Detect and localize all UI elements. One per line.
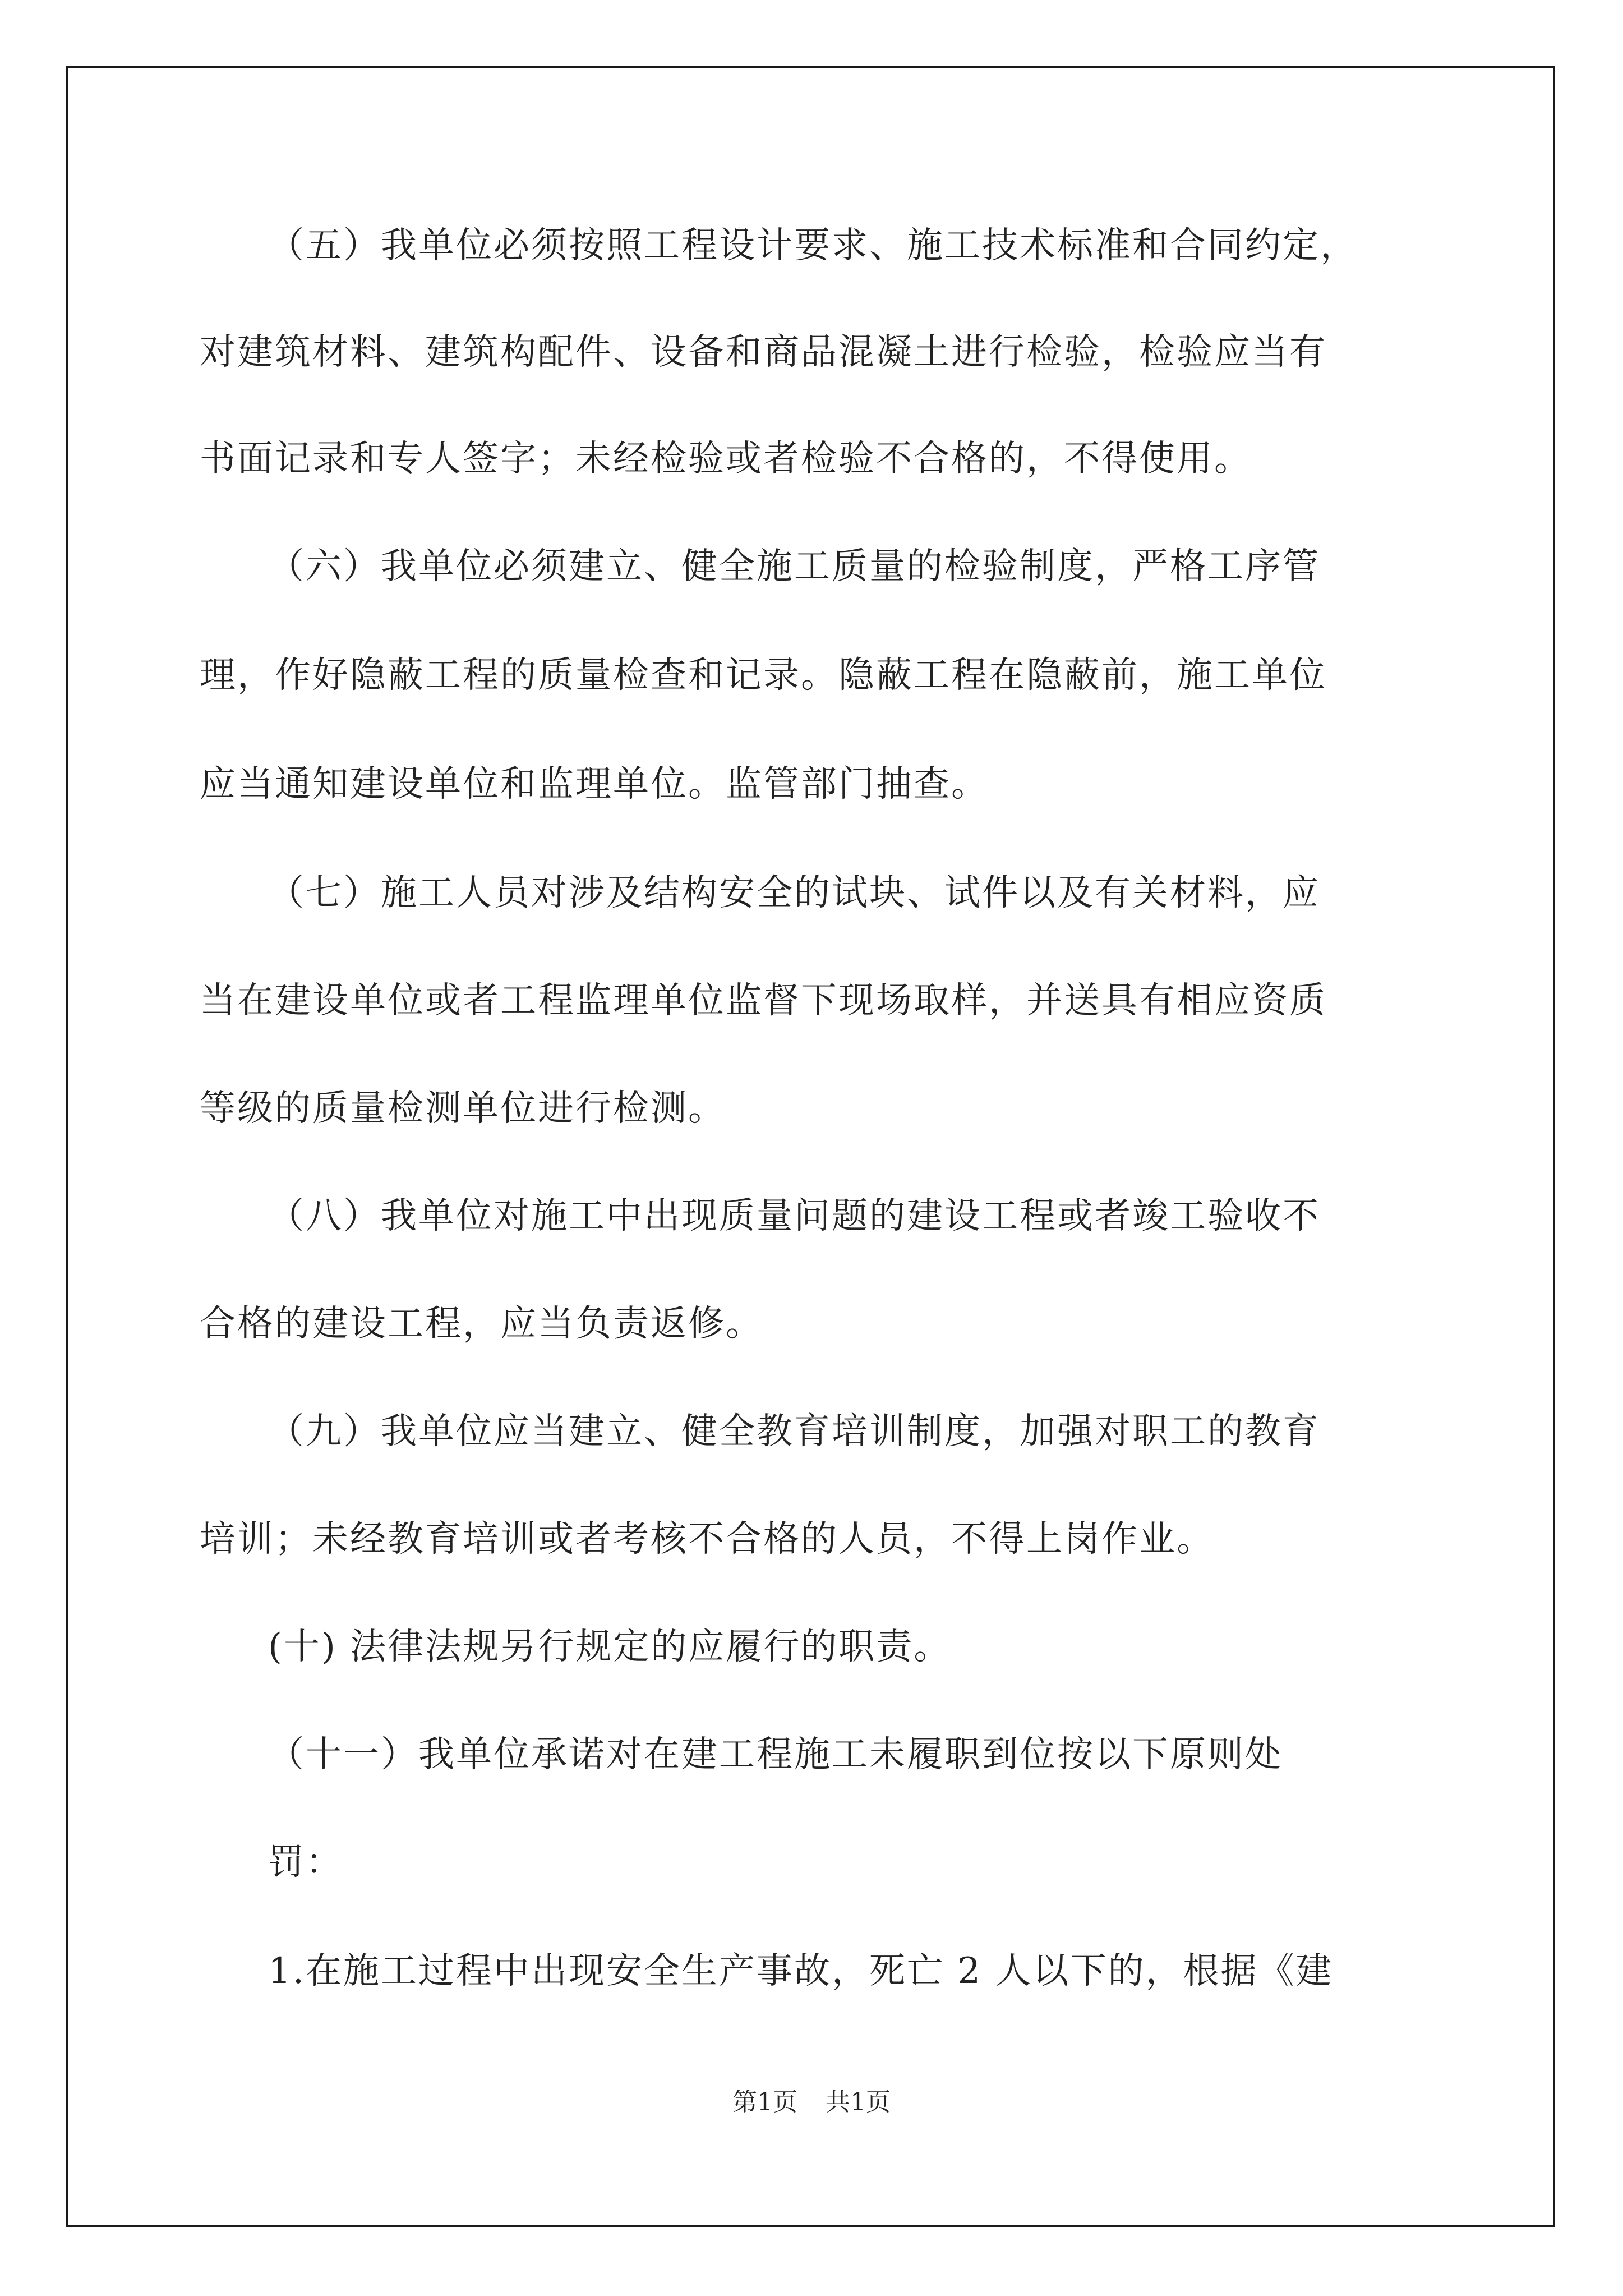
paragraph-line: 培训；未经教育培训或者考核不合格的人员，不得上岗作业。 [200, 1519, 1214, 1560]
paragraph-line: 书面记录和专人签字；未经检验或者检验不合格的，不得使用。 [200, 438, 1252, 480]
page-border [66, 66, 1555, 2227]
paragraph-line: 应当通知建设单位和监理单位。监管部门抽查。 [200, 763, 989, 805]
page-number: 第1页 [732, 2088, 797, 2116]
paragraph-line: （十一）我单位承诺对在建工程施工未履职到位按以下原则处 [268, 1734, 1283, 1775]
paragraph-line: （八）我单位对施工中出现质量问题的建设工程或者竣工验收不 [268, 1195, 1320, 1237]
paragraph-line: 理，作好隐蔽工程的质量检查和记录。隐蔽工程在隐蔽前，施工单位 [200, 655, 1327, 696]
page-total: 共1页 [826, 2088, 891, 2116]
paragraph-line: 1.在施工过程中出现安全生产事故，死亡 2 人以下的，根据《建 [268, 1950, 1334, 1992]
paragraph-line: （六）我单位必须建立、健全施工质量的检验制度，严格工序管 [268, 546, 1320, 587]
paragraph-line: 合格的建设工程，应当负责返修。 [200, 1303, 763, 1345]
paragraph-line: （五）我单位必须按照工程设计要求、施工技术标准和合同约定， [268, 225, 1358, 266]
paragraph-line: 对建筑材料、建筑构配件、设备和商品混凝土进行检验，检验应当有 [200, 332, 1327, 373]
paragraph-line: (十) 法律法规另行规定的应履行的职责。 [268, 1626, 952, 1668]
paragraph-line: 等级的质量检测单位进行检测。 [200, 1088, 726, 1129]
paragraph-line: 当在建设单位或者工程监理单位监督下现场取样，并送具有相应资质 [200, 980, 1327, 1022]
paragraph-line: （九）我单位应当建立、健全教育培训制度，加强对职工的教育 [268, 1411, 1320, 1452]
paragraph-line: 罚： [268, 1842, 343, 1883]
page-footer [0, 2086, 1623, 2119]
paragraph-line: （七）施工人员对涉及结构安全的试块、试件以及有关材料，应 [268, 872, 1320, 914]
